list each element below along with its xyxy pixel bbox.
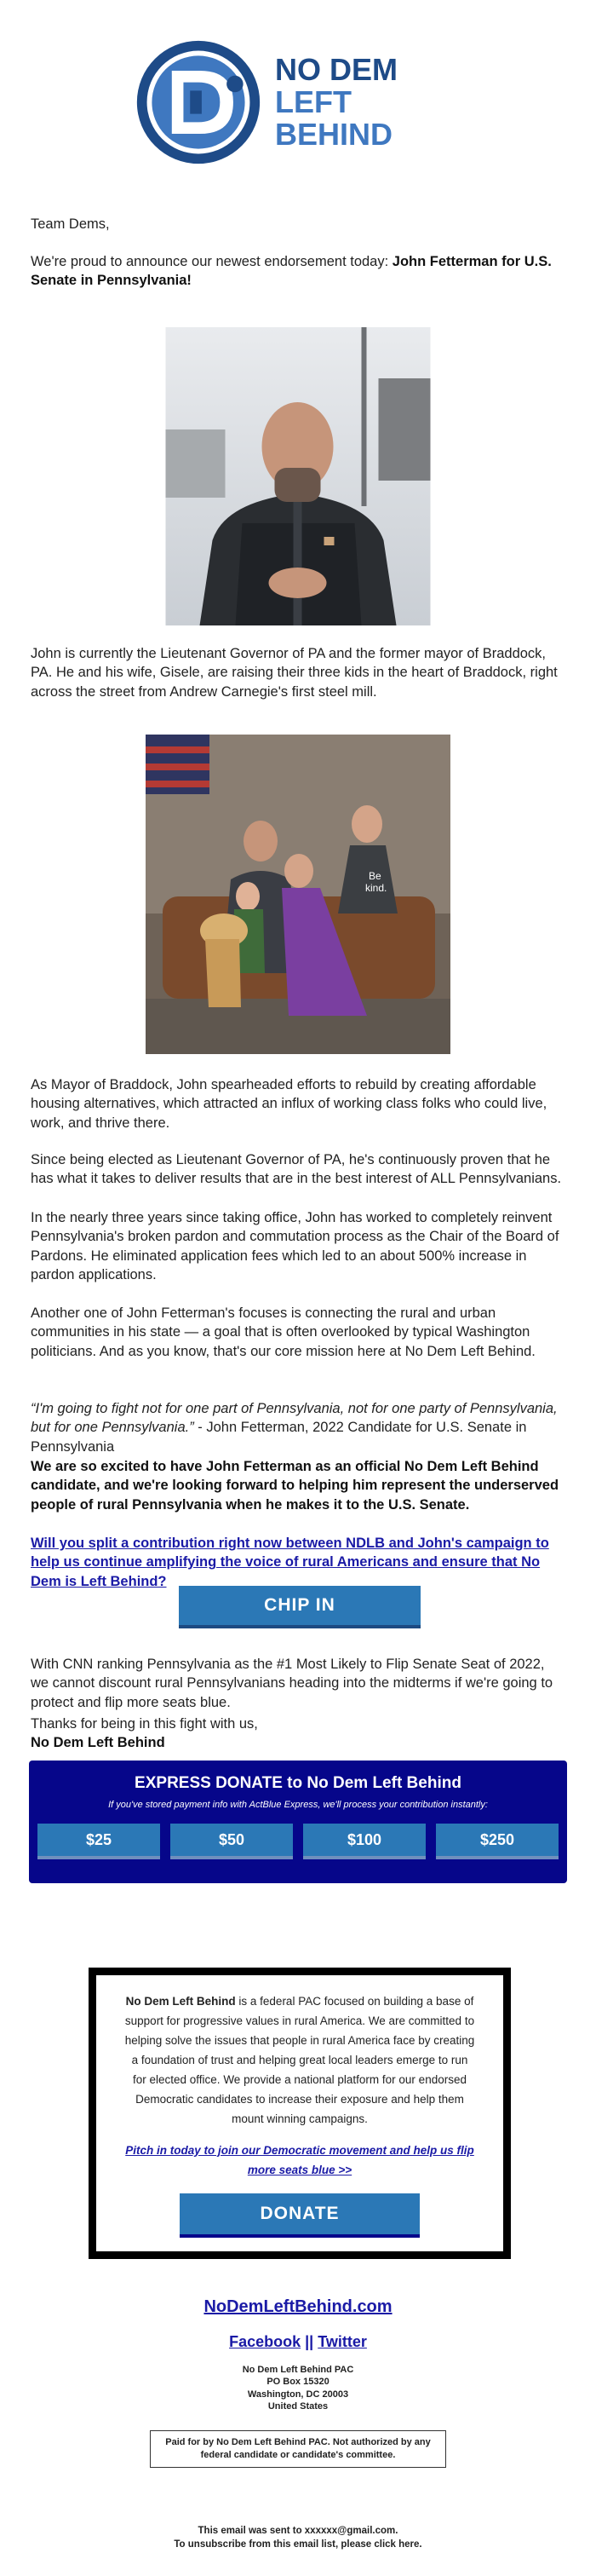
ask-paragraph bbox=[31, 1534, 565, 1591]
logo-line1: NO DEM bbox=[274, 52, 398, 88]
intro-paragraph bbox=[31, 252, 565, 291]
contribution-ask-link[interactable]: Will you split a contribution right now between NDLB and John's campaign to help us continue amplifying the voice of rural Americans and ensure that No Dem is Left Behind? bbox=[31, 1536, 549, 1589]
address-line: Washington, DC 20003 bbox=[247, 2389, 349, 2400]
quote-paragraph bbox=[31, 1399, 565, 1456]
express-donate-subtitle: If you've stored payment info with ActBlue Express, we'll process your contribution instantly: bbox=[108, 1800, 488, 1810]
mailing-address bbox=[0, 2364, 596, 2412]
candidate-portrait-photo bbox=[166, 327, 431, 625]
social-links bbox=[0, 2333, 596, 2351]
logo[interactable] bbox=[132, 34, 473, 170]
website-link-row bbox=[0, 2297, 596, 2317]
quote-text: “I'm going to fight not for one part of Pennsylvania, not for one party of Pennsylvania, but for one Pennsylvania.” bbox=[31, 1401, 558, 1436]
svg-text:Be: Be bbox=[369, 870, 381, 882]
donate-amount-button[interactable]: $100 bbox=[303, 1824, 426, 1859]
family-photo bbox=[146, 735, 450, 1054]
mayor-paragraph: As Mayor of Braddock, John spearheaded efforts to rebuild by creating affordable housing alternatives, which attracted an influx of working class folks who could live, work, and thrive there. bbox=[31, 1077, 547, 1131]
footer-about-rest: is a federal PAC focused on building a base of support for progressive values in rural America. We are committed to helping solve the issues that people in rural America face by creating a foundation of trust and helping great local leaders emerge to run for elected office. We provide a national platform for our endorsed Democratic candidates to increase their exposure and help them mount winning campaigns. bbox=[124, 1995, 475, 2125]
twitter-link[interactable]: Twitter bbox=[318, 2333, 367, 2350]
intro-bold: John Fetterman for U.S. Senate in Pennsylvania! bbox=[31, 254, 552, 289]
logo-text bbox=[275, 54, 473, 150]
bio-paragraph: John is currently the Lieutenant Governor of PA and the former mayor of Braddock, PA. He and his wife, Gisele, are raising their three kids in the heart of Braddock, right across the street from Andrew Carnegie's first steel mill. bbox=[31, 646, 558, 700]
signoff-text: Thanks for being in this fight with us, bbox=[31, 1716, 258, 1732]
rural-paragraph: Another one of John Fetterman's focuses is connecting the rural and urban communities in his state — a goal that is often overlooked by typical Washington politicians. And as you know, that's our core mission here at No Dem Left Behind. bbox=[31, 1305, 536, 1359]
address-line: PO Box 15320 bbox=[266, 2377, 330, 2388]
pardons-paragraph: In the nearly three years since taking office, John has worked to completely reinvent Pennsylvania's broken pardon and commutation process as the Chair of the Board of Pardons. He eliminated application fees which led to an about 500% increase in pardon applications. bbox=[31, 1210, 559, 1283]
unsubscribe-text[interactable]: To unsubscribe from this email list, please click here. bbox=[174, 2539, 422, 2550]
footer-pitch bbox=[123, 2141, 476, 2181]
facebook-link[interactable]: Facebook bbox=[229, 2333, 301, 2350]
donate-button[interactable]: DONATE bbox=[180, 2193, 420, 2238]
logo-line2: LEFT BEHIND bbox=[274, 84, 393, 152]
cnn-paragraph: With CNN ranking Pennsylvania as the #1 Most Likely to Flip Senate Seat of 2022, we cannot discount rural Pennsylvanians heading into the midterms if we're going to protect and flip more seats blue. bbox=[31, 1657, 553, 1710]
address-line: United States bbox=[267, 2400, 329, 2412]
social-separator: || bbox=[305, 2333, 314, 2350]
svg-text:kind.: kind. bbox=[365, 882, 387, 894]
website-link[interactable]: NoDemLeftBehind.com bbox=[203, 2297, 393, 2316]
logo-d-icon bbox=[132, 34, 265, 170]
express-donate-title: EXPRESS DONATE to No Dem Left Behind bbox=[135, 1774, 461, 1792]
signature-text: No Dem Left Behind bbox=[31, 1735, 165, 1751]
pitch-in-link[interactable]: Pitch in today to join our Democratic movement and help us flip more seats blue >> bbox=[125, 2143, 474, 2176]
signoff-paragraph bbox=[31, 1714, 565, 1753]
chip-in-button[interactable]: CHIP IN bbox=[179, 1586, 421, 1628]
address-line: No Dem Left Behind PAC bbox=[242, 2365, 354, 2375]
quote-attribution: - John Fetterman, 2022 Candidate for U.S. Senate in Pennsylvania bbox=[31, 1420, 527, 1455]
excited-paragraph: We are so excited to have John Fetterman as an official No Dem Left Behind candidate, and we're looking forward to helping him represent the underserved people of rural Pennsylvania when he makes it to the U.S. Senate. bbox=[31, 1459, 559, 1513]
donate-amount-button[interactable]: $25 bbox=[37, 1824, 160, 1859]
footer-about-bold: No Dem Left Behind bbox=[125, 1995, 236, 2008]
intro-prefix: We're proud to announce our newest endorsement today: bbox=[31, 254, 393, 269]
footer-about-text bbox=[123, 1992, 476, 2129]
paid-for-disclaimer: Paid for by No Dem Left Behind PAC. Not authorized by any federal candidate or candidate's committee. bbox=[150, 2430, 446, 2468]
express-donate-panel bbox=[29, 1761, 567, 1883]
unsubscribe-block bbox=[0, 2525, 596, 2551]
greeting: Team Dems, bbox=[31, 216, 110, 232]
sent-to-text: This email was sent to xxxxxx@gmail.com. bbox=[198, 2526, 398, 2536]
footer-about-box bbox=[89, 1968, 511, 2259]
express-amount-buttons bbox=[37, 1824, 559, 1859]
donate-amount-button[interactable]: $50 bbox=[170, 1824, 293, 1859]
lt-gov-paragraph: Since being elected as Lieutenant Governor of PA, he's continuously proven that he has what it takes to deliver results that are in the best interest of ALL Pennsylvanians. bbox=[31, 1152, 562, 1187]
donate-amount-button[interactable]: $250 bbox=[436, 1824, 559, 1859]
